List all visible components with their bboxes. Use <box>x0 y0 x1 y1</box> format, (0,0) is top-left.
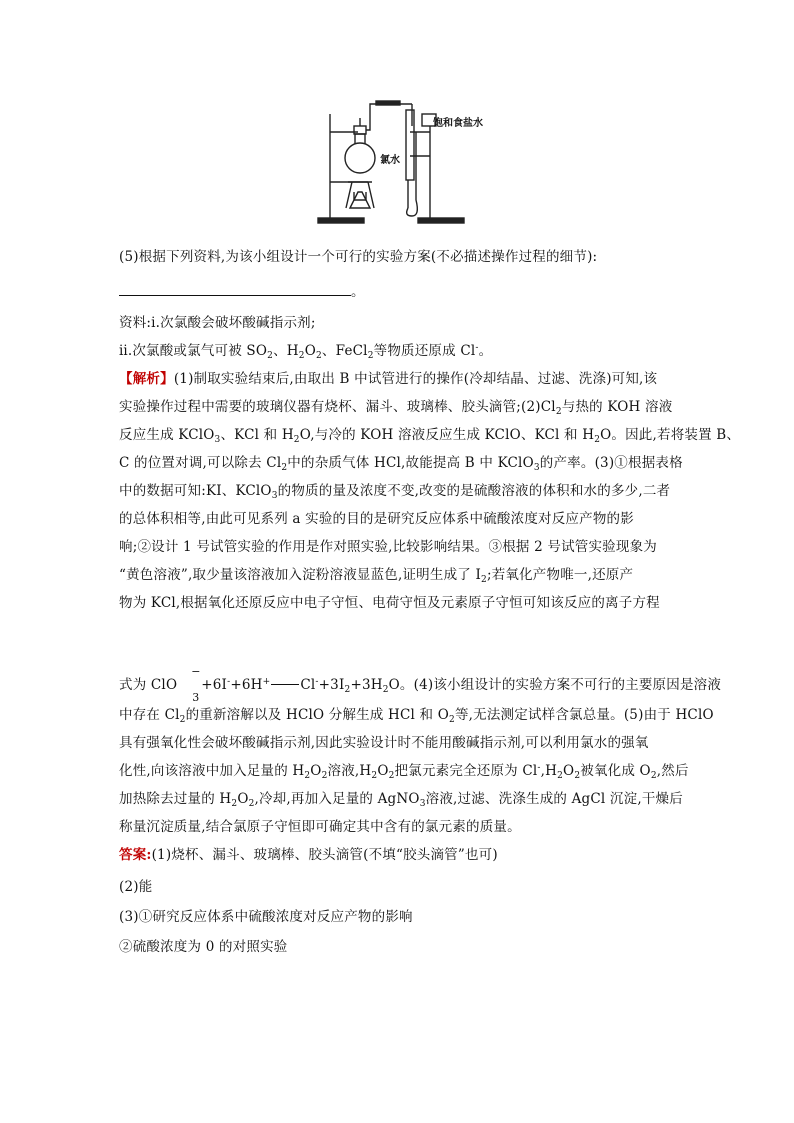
analysis-line-8: “黄色溶液”,取少量该溶液加入淀粉溶液显蓝色,证明生成了 $I_2$;若氧化产物唯一,还原产 <box>119 567 634 585</box>
text: ,然后 <box>656 763 689 779</box>
label-saturated-brine: 饱和食盐水 <box>433 118 483 129</box>
text: O。因此,若将装置 B、 <box>600 427 741 443</box>
answer-line-3: (3)①研究反应体系中硫酸浓度对反应产物的影响 <box>119 909 413 925</box>
equation-arrow <box>271 684 299 685</box>
text: 实验操作过程中需要的玻璃仪器有烧杯、漏斗、玻璃棒、胶头滴管;(2)Cl <box>119 399 556 415</box>
analysis-line-7: 响;②设计 1 号试管实验的作用是作对照实验,比较影响结果。③根据 2 号试管实验现象为 <box>119 539 657 555</box>
text: ⅱ.次氯酸或氯气可被 SO <box>119 343 268 359</box>
text: 加热除去过量的 H <box>119 791 232 807</box>
text: C 的位置对调,可以除去 Cl <box>119 455 282 471</box>
text: 的重新溶解以及 HClO 分解生成 HCl 和 O <box>185 707 450 723</box>
text: +3H <box>350 677 383 693</box>
text: 等物质还原成 Cl <box>373 343 476 359</box>
text: 中的杂质气体 HCl,故能提高 B 中 KClO <box>287 455 534 471</box>
text: +6H <box>230 677 263 693</box>
analysis-line-4: C 的位置对调,可以除去 $Cl_2$中的杂质气体 HCl,故能提高 B 中 KClO$_3$的产率。(3)①根据表格 <box>119 455 683 473</box>
text: “黄色溶液”,取少量该溶液加入淀粉溶液显蓝色,证明生成了 I <box>119 567 482 583</box>
text: 的产率。(3)①根据表格 <box>539 455 683 471</box>
text: 。 <box>478 343 493 359</box>
text: O <box>310 763 322 779</box>
info-line-2: ⅱ.次氯酸或氯气可被 $SO_2$、$H_2O_2$、FeCl$_2$等物质还原成 Cl-。 <box>119 343 493 361</box>
text: 、H <box>273 343 299 359</box>
apparatus-figure <box>300 96 500 226</box>
text: O <box>237 791 249 807</box>
text: (1)制取实验结束后,由取出 B 中试管进行的操作(冷却结晶、过滤、洗涤)可知,该 <box>173 371 658 387</box>
text: O <box>377 763 389 779</box>
text: 、KCl 和 H <box>220 427 294 443</box>
answer-tag: 答案: <box>119 847 152 863</box>
analysis-line-3: 反应生成 KClO$_3$、KCl 和 $H_2O$,与冷的 KOH 溶液反应生成 KClO、KCl 和 $H_2O$。因此,若将装置 B、 <box>119 427 741 445</box>
text: ;若氧化产物唯一,还原产 <box>486 567 634 583</box>
text: 被氧化成 O <box>580 763 651 779</box>
analysis-tag: 【解析】 <box>119 371 174 387</box>
text: 、FeCl <box>321 343 368 359</box>
text: (1)烧杯、漏斗、玻璃棒、胶头滴管(不填“胶头滴管”也可) <box>151 847 498 863</box>
text: 与热的 KOH 溶液 <box>561 399 673 415</box>
answer-line-4: ②硫酸浓度为 0 的对照实验 <box>119 939 288 955</box>
text: Cl <box>300 677 316 693</box>
q5-answer-blank <box>119 281 679 302</box>
analysis-line-9: 物为 KCl,根据氧化还原反应中电子守恒、电荷守恒及元素原子守恒可知该反应的离子方程 <box>119 595 660 611</box>
analysis-line-1 <box>119 369 679 389</box>
analysis-line-15: 称量沉淀质量,结合氯原子守恒即可确定其中含有的氯元素的质量。 <box>119 819 521 835</box>
chlorate-ion: − 3 <box>191 664 201 704</box>
analysis-line-11: 中存在 $Cl_2$的重新溶解以及 HClO 分解生成 HCl 和 $O_2$等,无法测定试样含氯总量。(5)由于 HClO <box>119 707 714 725</box>
text: O。(4)该小组设计的实验方案不可行的主要原因是溶液 <box>388 677 722 693</box>
text: ,冷却,再加入足量的 AgNO <box>254 791 420 807</box>
text: 溶液,过滤、洗涤生成的 AgCl 沉淀,干燥后 <box>425 791 683 807</box>
text: +3I <box>318 677 345 693</box>
analysis-line-14: 加热除去过量的 $H_2O_2$,冷却,再加入足量的 AgNO$_3$溶液,过滤、洗涤生成的 AgCl 沉淀,干燥后 <box>119 791 683 809</box>
answer-line-2: (2)能 <box>119 879 153 895</box>
text: 的物质的量及浓度不变,改变的是硫酸溶液的体积和水的多少,二者 <box>277 483 671 499</box>
text: 中存在 Cl <box>119 707 180 723</box>
text: 中的数据可知:KI、KClO <box>119 483 272 499</box>
analysis-line-12: 具有强氧化性会破坏酸碱指示剂,因此实验设计时不能用酸碱指示剂,可以利用氯水的强氧 <box>119 735 649 751</box>
info-line-1: 资料:ⅰ.次氯酸会破坏酸碱指示剂; <box>119 315 316 331</box>
answer-line-1 <box>119 845 679 865</box>
answer-blank <box>119 281 351 296</box>
text: ,H <box>540 763 558 779</box>
label-chlorine-water: 氯水 <box>380 155 400 166</box>
blank-end: 。 <box>351 284 365 300</box>
q5-prompt: (5)根据下列资料,为该小组设计一个可行的实验方案(不必描述操作过程的细节): <box>119 249 598 265</box>
analysis-line-2: 实验操作过程中需要的玻璃仪器有烧杯、漏斗、玻璃棒、胶头滴管$;(2)Cl_2$与热的 KOH 溶液 <box>119 399 673 417</box>
text: 式为 ClO <box>119 677 178 693</box>
text: 等,无法测定试样含氯总量。(5)由于 HClO <box>454 707 714 723</box>
analysis-line-6: 的总体积相等,由此可见系列 a 实验的目的是研究反应体系中硫酸浓度对反应产物的影 <box>119 511 634 527</box>
analysis-line-5: 中的数据可知:KI、KClO$_3$的物质的量及浓度不变,改变的是硫酸溶液的体积和水的多少,二者 <box>119 483 671 501</box>
analysis-line-13: 化性,向该溶液中加入足量的 $H_2O_2$溶液$,H_2O_2$把氯元素完全还原为 $Cl^-,H_2O_2$被氧化成 $O_2$,然后 <box>119 763 689 781</box>
text: O <box>563 763 575 779</box>
text: 把氯元素完全还原为 Cl <box>394 763 538 779</box>
analysis-line-10: 式为 ClO − 3 +6I-+6H+ $Cl^-+3I_2+3H_2O$。(4)该小组设计的实验方案不可行的主要原因是溶液 <box>119 664 722 704</box>
text: 溶液,H <box>327 763 372 779</box>
text: 反应生成 KClO <box>119 427 215 443</box>
text: 化性,向该溶液中加入足量的 H <box>119 763 305 779</box>
text: O <box>304 343 316 359</box>
text: O,与冷的 KOH 溶液反应生成 KClO、KCl 和 H <box>299 427 595 443</box>
text: +6I <box>201 677 228 693</box>
